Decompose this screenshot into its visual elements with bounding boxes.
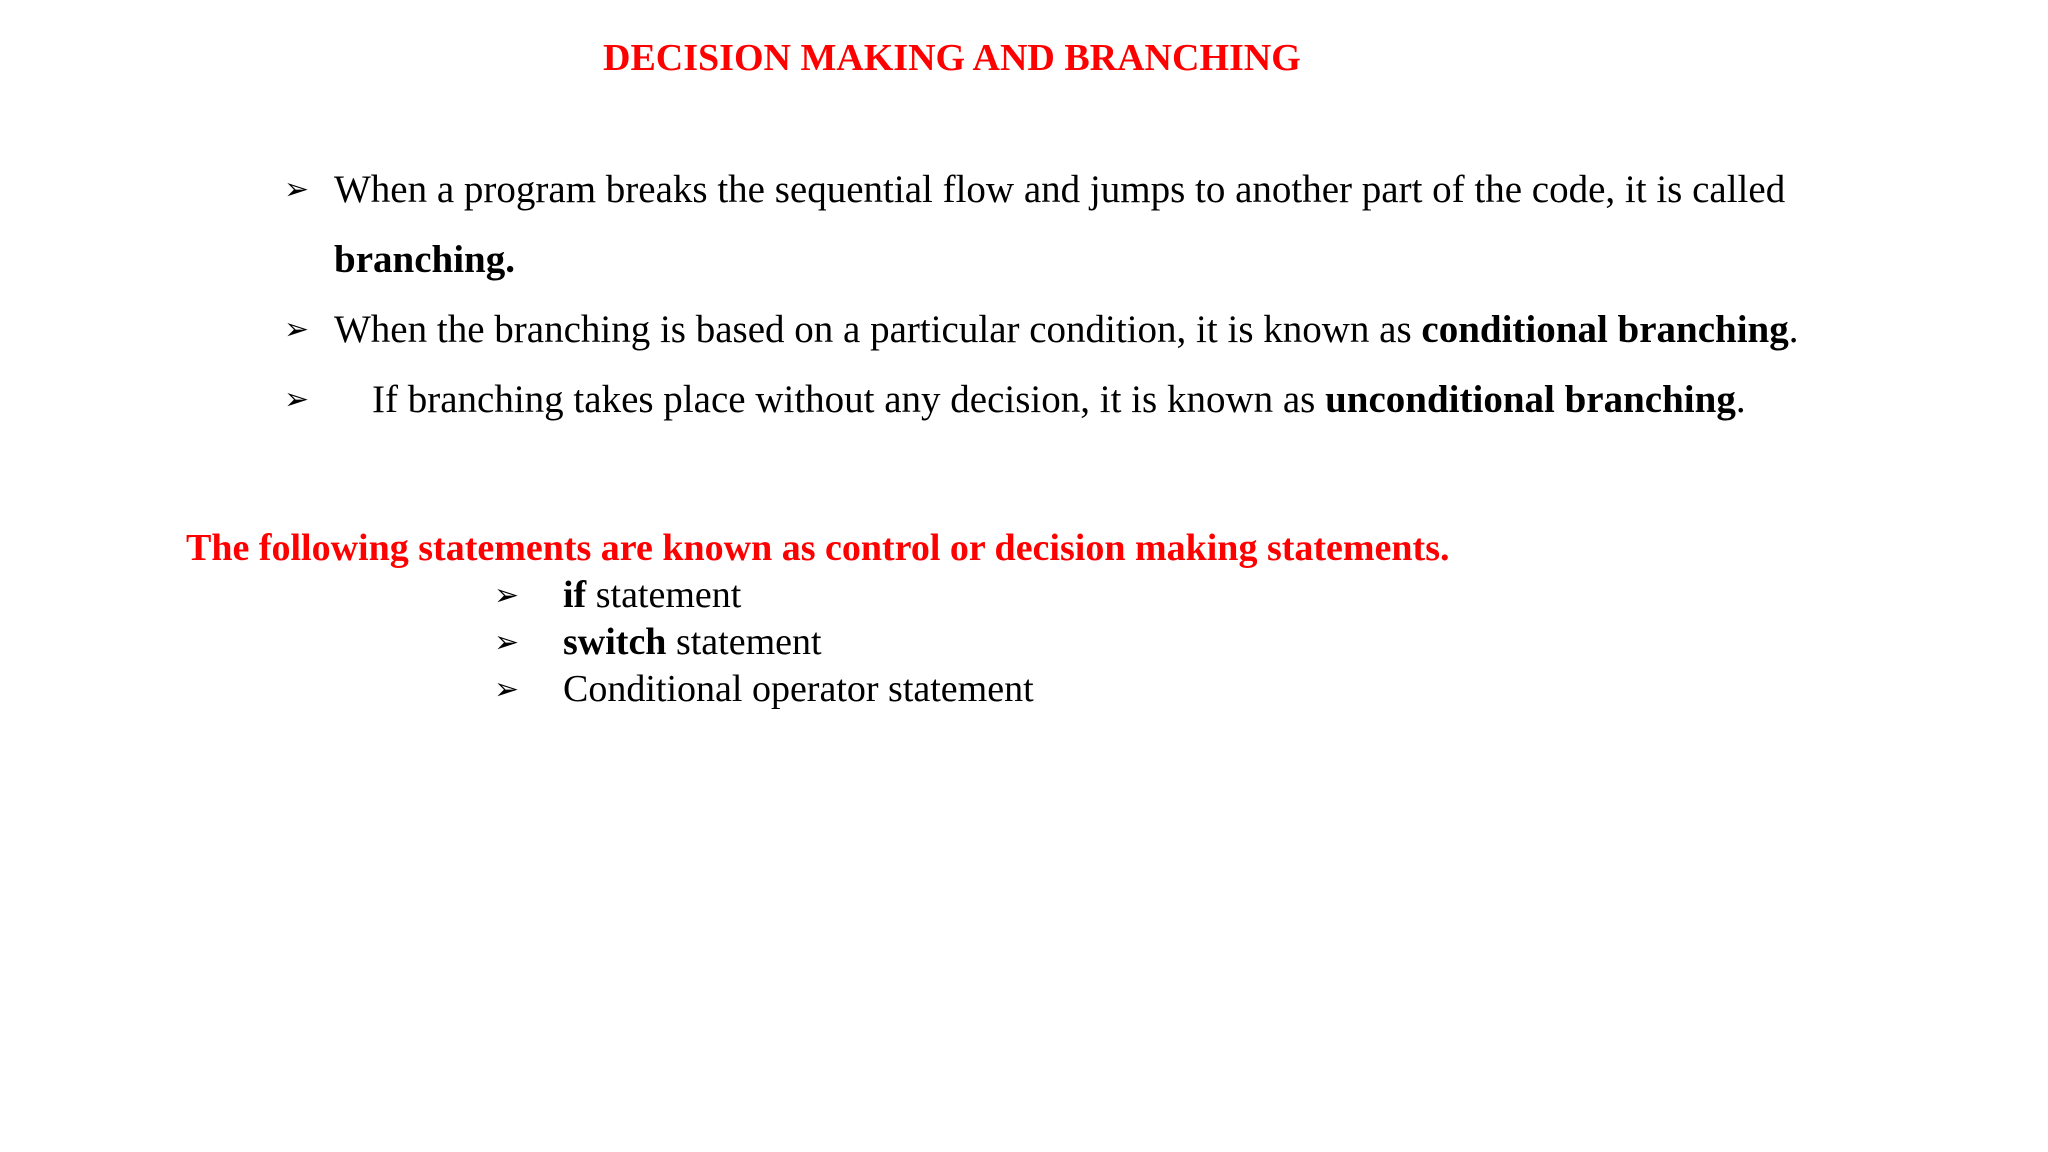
statement-text: Conditional operator statement [563, 668, 1034, 710]
list-item [494, 619, 1034, 666]
list-item-bold-text: unconditional branching [1325, 378, 1736, 421]
list-item-text: When the branching is based on a particular condition, it is known as [334, 308, 1422, 351]
statement-keyword: switch [563, 621, 667, 663]
statement-text: statement [666, 621, 822, 663]
arrow-bullet-icon: ➢ [284, 382, 310, 417]
list-item-bold-text: conditional branching [1421, 308, 1789, 351]
list-item-trailing-text: . [1788, 308, 1799, 351]
list-item-text: When a program breaks the sequential flow and jumps to another part of the code, it is called [334, 168, 1786, 211]
list-item-bold-text: branching. [334, 238, 515, 281]
section-heading: The following statements are known as control or decision making statements. [186, 527, 1450, 569]
arrow-bullet-icon: ➢ [284, 172, 310, 207]
arrow-bullet-icon: ➢ [284, 312, 310, 347]
list-item [284, 295, 1844, 365]
definition-list [284, 155, 1844, 435]
list-item [284, 155, 1844, 295]
list-item-trailing-text: . [1735, 378, 1746, 421]
page-title: DECISION MAKING AND BRANCHING [603, 37, 1301, 79]
arrow-bullet-icon: ➢ [494, 625, 520, 660]
list-item [284, 365, 1844, 435]
arrow-bullet-icon: ➢ [494, 672, 520, 707]
list-item-text: If branching takes place without any decision, it is known as [372, 378, 1326, 421]
arrow-bullet-icon: ➢ [494, 578, 520, 613]
statement-text: statement [586, 574, 742, 616]
list-item [494, 666, 1034, 713]
statement-keyword: if [563, 574, 587, 616]
list-item [494, 572, 1034, 619]
statement-list [494, 572, 1034, 713]
